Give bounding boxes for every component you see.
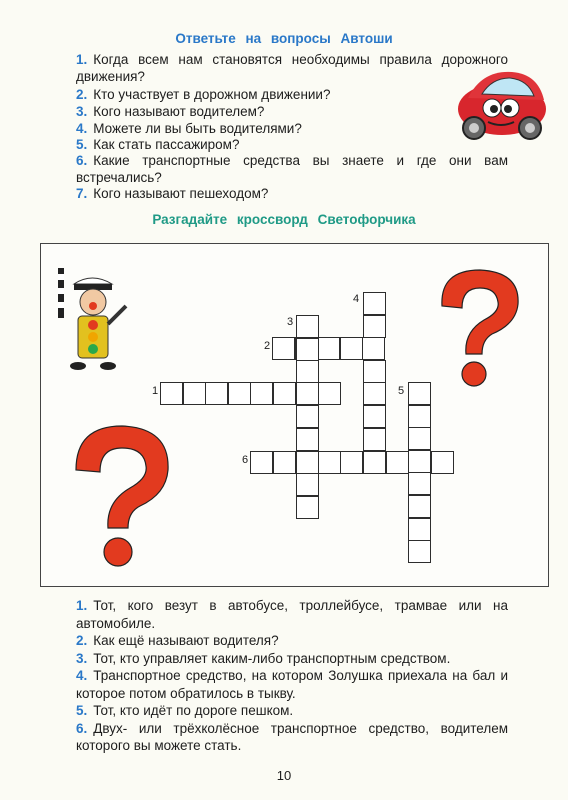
page-number: 10 <box>276 768 292 783</box>
crossword-cell[interactable] <box>250 451 273 474</box>
crossword-cell[interactable] <box>363 315 386 338</box>
crossword-cell[interactable] <box>408 405 431 428</box>
clue-number: 5. <box>76 703 88 718</box>
question-text: Можете ли вы быть водителями? <box>93 121 302 136</box>
question-5 <box>76 136 508 153</box>
clue-1 <box>76 597 508 632</box>
clue-number: 1. <box>76 598 88 613</box>
question-text: Какие транспортные средства вы знаете и где они вам встречались? <box>76 153 508 186</box>
car-avtosha-icon <box>452 64 550 144</box>
crossword-cell[interactable] <box>318 382 341 405</box>
crossword-cell[interactable] <box>363 428 386 451</box>
question-4 <box>76 120 508 137</box>
clue-text: Как ещё называют водителя? <box>93 633 279 648</box>
crossword-cell[interactable] <box>250 382 273 405</box>
crossword-cell[interactable] <box>296 405 319 428</box>
crossword-cell[interactable] <box>318 451 341 474</box>
crossword-cell[interactable] <box>386 451 409 474</box>
question-mark-icon <box>62 420 182 570</box>
crossword-cell[interactable] <box>273 451 296 474</box>
crossword-cell[interactable] <box>408 382 431 405</box>
question-text: Кого называют пешеходом? <box>93 186 269 201</box>
clue-text: Тот, кого везут в автобусе, троллейбусе, трамвае или на автомобиле. <box>76 598 508 631</box>
crossword-cell[interactable] <box>273 382 296 405</box>
crossword-cell[interactable] <box>228 382 251 405</box>
crossword-cell[interactable] <box>160 382 183 405</box>
crossword-cell[interactable] <box>408 450 431 473</box>
crossword-cell[interactable] <box>408 427 431 450</box>
question-text: Как стать пассажиром? <box>93 137 240 152</box>
crossword-cell[interactable] <box>296 315 319 338</box>
crossword-cell[interactable] <box>296 428 319 451</box>
question-6 <box>76 152 508 186</box>
clue-2 <box>76 632 508 650</box>
question-text: Кто участвует в дорожном движении? <box>93 87 331 102</box>
clue-text: Тот, кто идёт по дороге пешком. <box>93 703 294 718</box>
question-number: 1. <box>76 52 88 67</box>
clue-label-4: 4 <box>353 293 360 305</box>
question-number: 7. <box>76 186 88 201</box>
clue-label-2: 2 <box>264 340 271 352</box>
crossword-cell[interactable] <box>408 472 431 495</box>
crossword-cell[interactable] <box>363 292 386 315</box>
section-title-questions: Ответьте на вопросы Автоши <box>175 31 393 46</box>
question-number: 2. <box>76 87 88 102</box>
clue-label-5: 5 <box>398 385 405 397</box>
question-number: 4. <box>76 121 88 136</box>
clue-label-6: 6 <box>242 454 249 466</box>
question-number: 6. <box>76 153 88 168</box>
clue-number: 6. <box>76 720 88 736</box>
crossword-cell[interactable] <box>363 405 386 428</box>
clues-list <box>76 597 508 755</box>
clue-text: Тот, кто управляет каким-либо транспортным средством. <box>93 650 451 666</box>
clue-number: 3. <box>76 650 88 666</box>
section-title-crossword: Разгадайте кроссворд Светофорчика <box>152 212 416 227</box>
clue-number: 4. <box>76 668 88 683</box>
crossword-cell[interactable] <box>362 337 385 360</box>
question-number: 5. <box>76 137 88 152</box>
question-2 <box>76 86 508 103</box>
clue-4 <box>76 667 508 702</box>
question-mark-icon <box>422 262 532 390</box>
crossword-cell[interactable] <box>431 451 454 474</box>
question-text: Кого называют водителем? <box>93 104 265 119</box>
clue-3 <box>76 650 508 668</box>
question-7 <box>76 185 508 202</box>
question-text: Когда всем нам становятся необходимы правила дорожного движения? <box>76 52 508 85</box>
crossword-cell[interactable] <box>363 382 386 405</box>
crossword-cell[interactable] <box>272 337 295 360</box>
question-number: 3. <box>76 104 88 119</box>
crossword-cell[interactable] <box>408 518 431 541</box>
clue-6 <box>76 720 508 755</box>
crossword-cell[interactable] <box>340 337 363 360</box>
clue-5 <box>76 702 508 720</box>
crossword-cell[interactable] <box>317 337 340 360</box>
crossword-cell[interactable] <box>296 360 319 383</box>
clue-text: Транспортное средство, на котором Золушка приехала на бал и которое потом обратилось в тыкву. <box>76 668 508 701</box>
crossword-cell[interactable] <box>296 473 319 496</box>
clue-label-3: 3 <box>287 316 294 328</box>
crossword-cell[interactable] <box>183 382 206 405</box>
crossword-cell[interactable] <box>363 451 386 474</box>
crossword-cell[interactable] <box>296 382 319 405</box>
crossword-cell[interactable] <box>296 496 319 519</box>
clue-number: 2. <box>76 633 88 648</box>
question-1 <box>76 51 508 85</box>
crossword-cell[interactable] <box>296 451 319 474</box>
traffic-light-character-icon <box>48 262 138 374</box>
clue-label-1: 1 <box>152 385 159 397</box>
clue-text: Двух- или трёхколёсное транспортное средство, водителем которого вы можете стать. <box>76 720 508 753</box>
question-3 <box>76 103 508 120</box>
crossword-cell[interactable] <box>408 495 431 518</box>
crossword-cell[interactable] <box>408 540 431 563</box>
crossword-cell[interactable] <box>296 338 319 361</box>
crossword-cell[interactable] <box>205 382 228 405</box>
crossword-cell[interactable] <box>363 360 386 383</box>
crossword-cell[interactable] <box>340 451 363 474</box>
